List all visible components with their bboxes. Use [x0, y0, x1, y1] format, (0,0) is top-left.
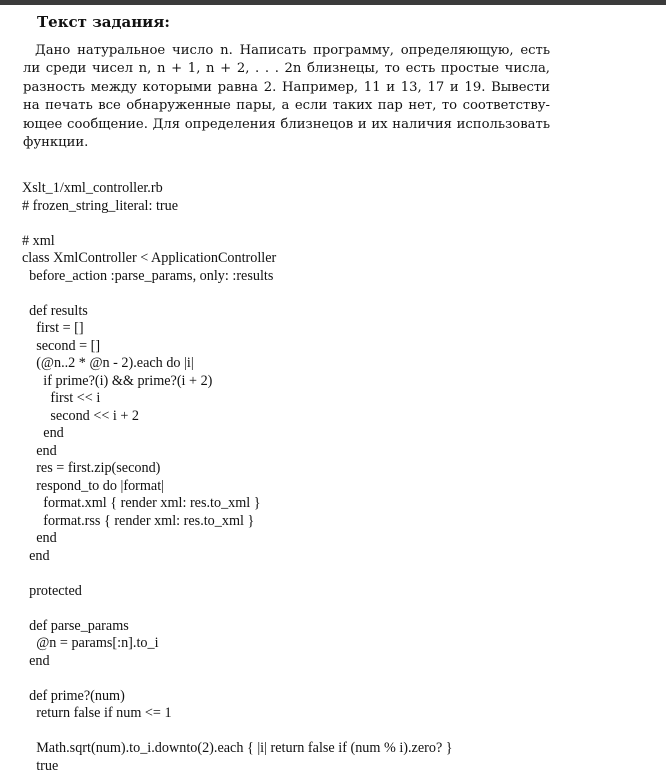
code-line: def parse_params	[22, 617, 129, 634]
task-line: Дано натуральное число n. Написать программу, определяющую, есть	[35, 43, 550, 58]
code-line: before_action :parse_params, only: :results	[22, 267, 274, 284]
document-page	[0, 5, 666, 772]
code-line: end	[22, 652, 50, 669]
code-line: format.rss { render xml: res.to_xml }	[22, 512, 255, 529]
code-line: # frozen_string_literal: true	[22, 197, 179, 214]
code-line: true	[22, 757, 59, 772]
code-line: @n = params[:n].to_i	[22, 635, 159, 651]
code-line: respond_to do |format|	[22, 477, 165, 494]
code-line: end	[22, 547, 50, 564]
code-line: Math.sqrt(num).to_i.downto(2).each { |i| return false if (num % i).zero? }	[22, 740, 453, 756]
code-line: # xml	[22, 232, 55, 249]
code-line: end	[22, 425, 64, 441]
code-line: Xslt_1/xml_controller.rb	[22, 180, 163, 196]
code-line: protected	[22, 582, 82, 599]
code-line: first = []	[22, 320, 84, 336]
code-line: format.xml { render xml: res.to_xml }	[22, 495, 261, 511]
code-line: (@n..2 * @n - 2).each do |i|	[22, 355, 194, 371]
code-line: return false if num <= 1	[22, 705, 172, 721]
code-line: second = []	[22, 337, 101, 354]
code-line: end	[22, 442, 57, 459]
task-description	[23, 42, 550, 152]
task-line: на печать все обнаруженные пары, а если таких пар нет, то соответству-	[23, 98, 550, 114]
task-line: функции.	[23, 135, 89, 151]
task-line: ющее сообщение. Для определения близнецов и их наличия использовать	[23, 116, 550, 132]
code-line: end	[22, 530, 57, 546]
task-heading: Текст задания:	[37, 13, 170, 31]
code-line: res = first.zip(second)	[22, 460, 161, 476]
code-line: second << i + 2	[22, 407, 139, 424]
code-line: def prime?(num)	[22, 687, 125, 704]
code-line: def results	[22, 302, 88, 319]
task-line: ли среди чисел n, n + 1, n + 2, . . . 2n близнецы, то есть простые числа,	[23, 61, 550, 77]
task-line: разность между которыми равна 2. Например, 11 и 13, 17 и 19. Вывести	[23, 79, 550, 95]
code-line: class XmlController < ApplicationController	[22, 250, 277, 266]
code-line: first << i	[22, 390, 101, 406]
code-line: if prime?(i) && prime?(i + 2)	[22, 372, 213, 389]
